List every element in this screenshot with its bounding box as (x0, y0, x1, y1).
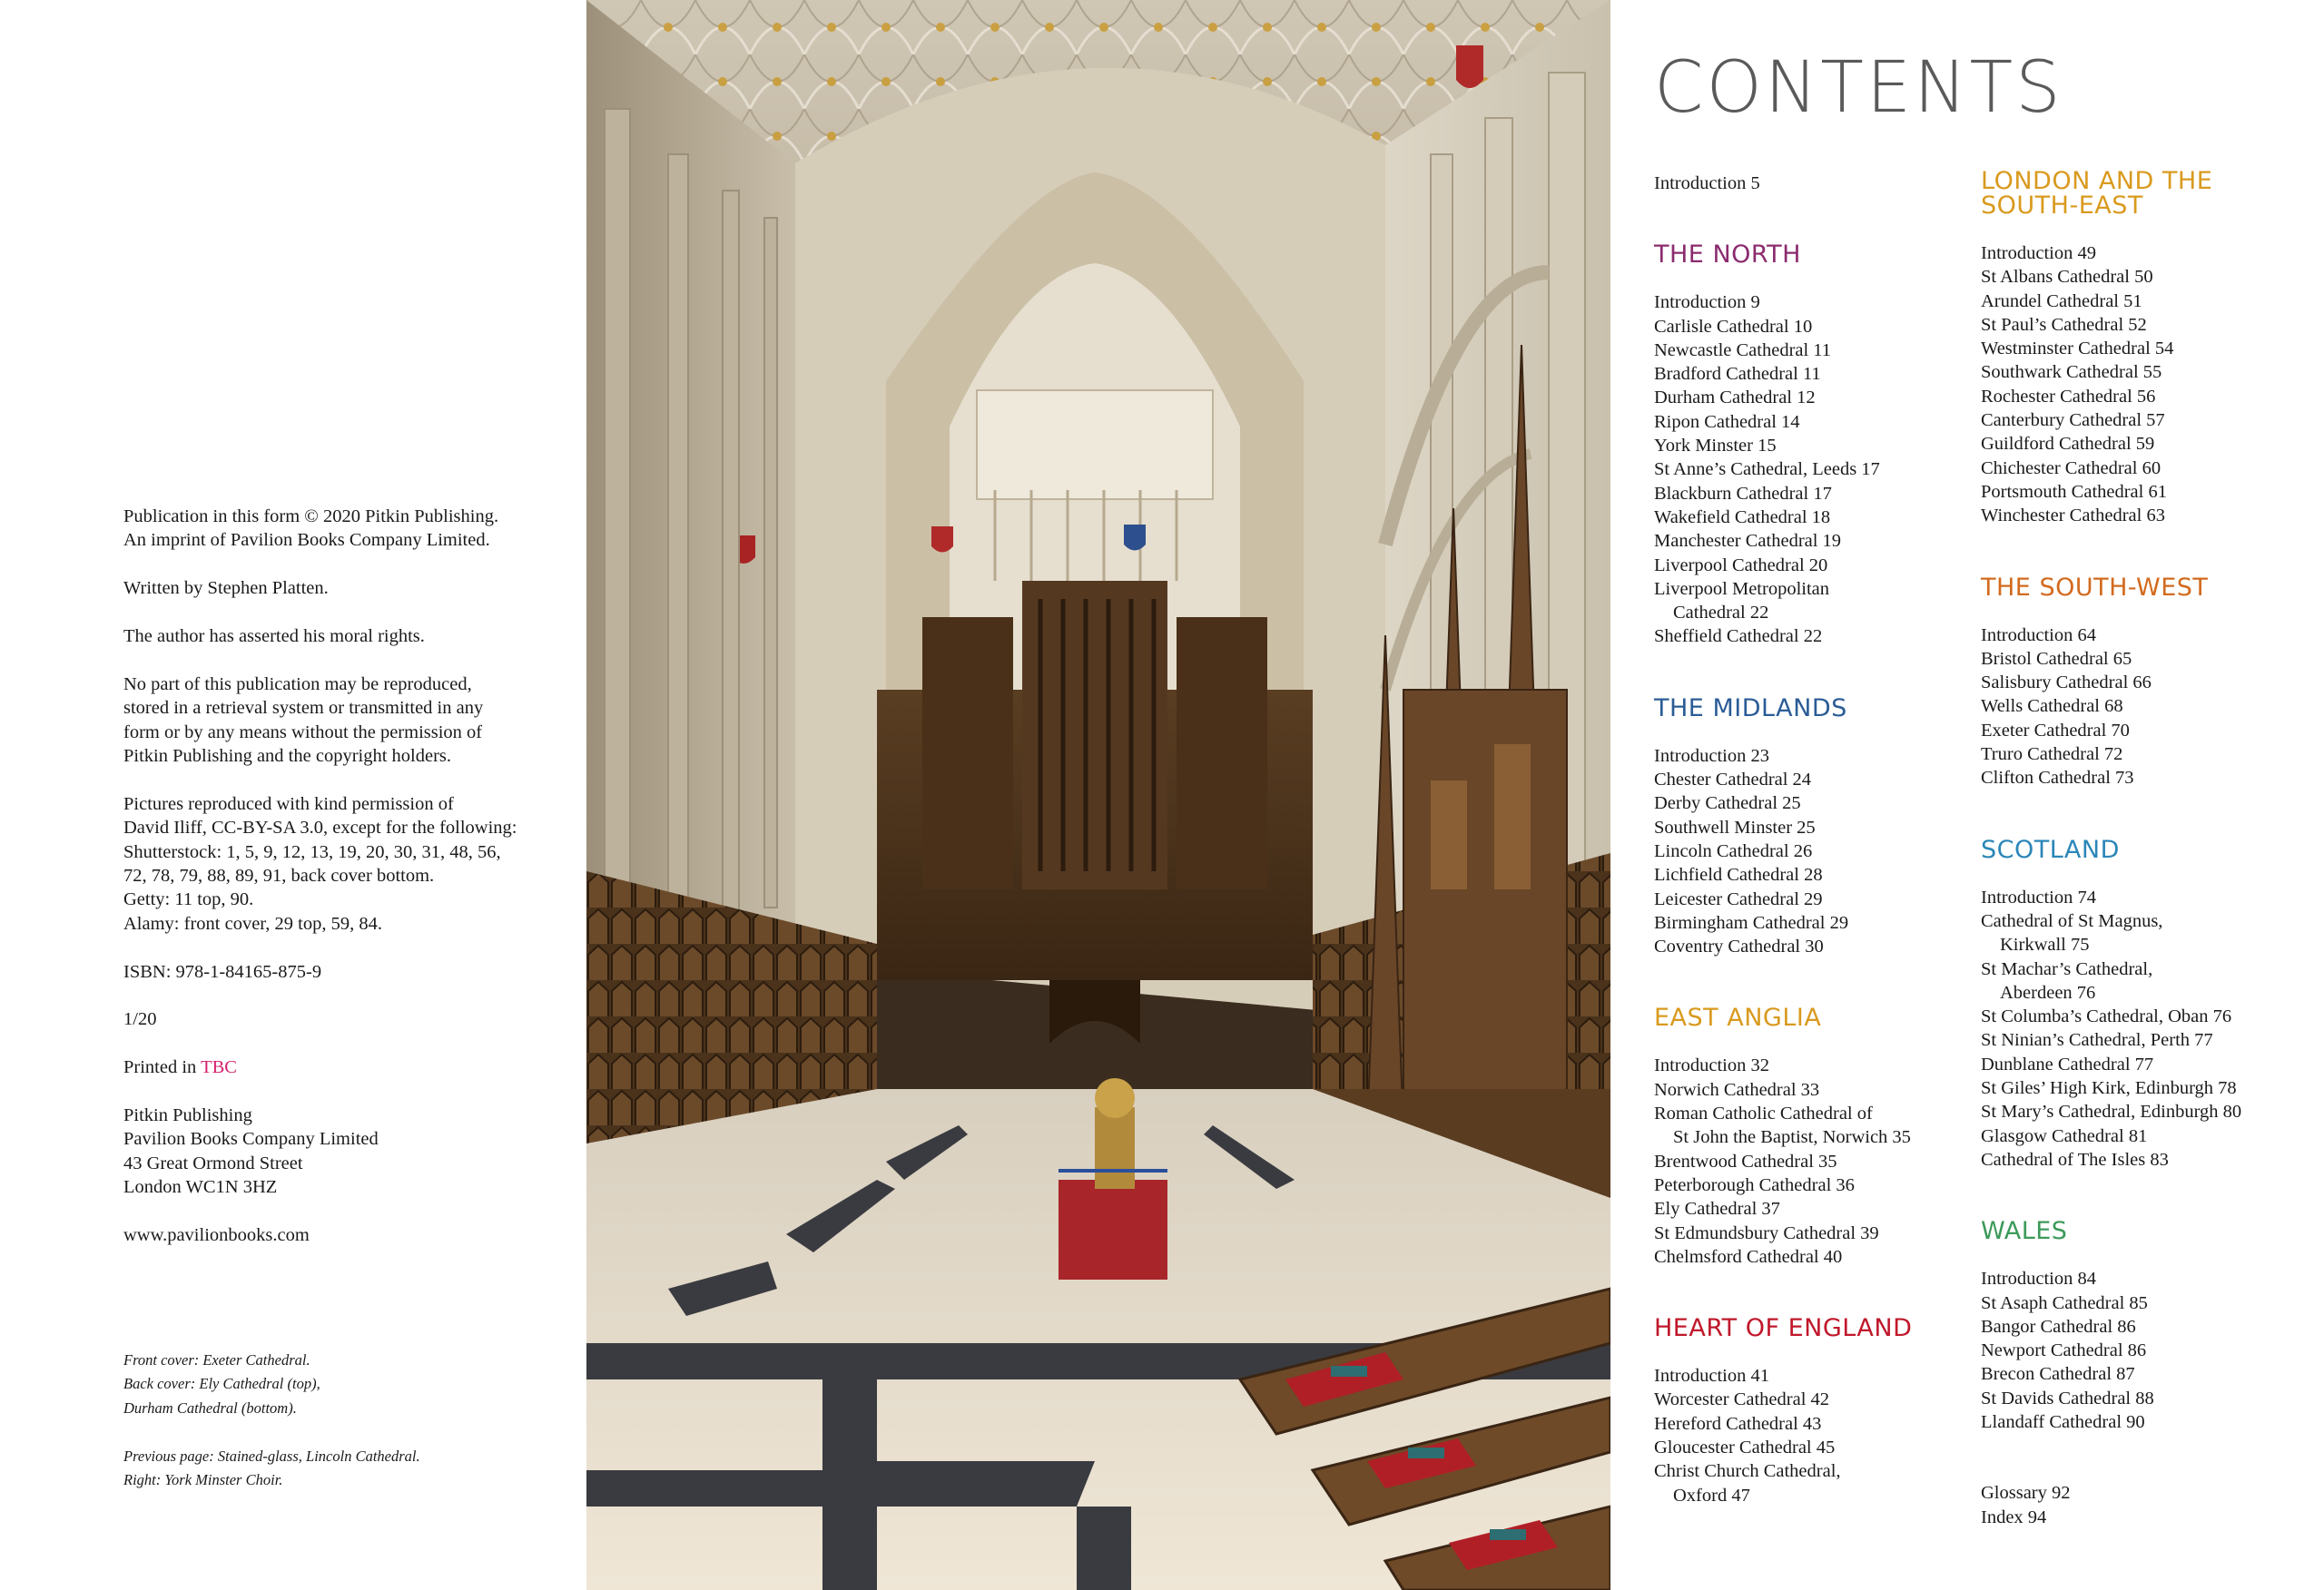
york-minster-choir-photo (586, 0, 1610, 1590)
imprint-line: ISBN: 978-1-84165-875-9 (123, 961, 322, 982)
imprint-line: 72, 78, 79, 88, 89, 91, back cover bottom. (123, 866, 435, 887)
toc-heading-line: THE SOUTH-WEST (1981, 573, 2209, 602)
toc-entry: Chester Cathedral 24 (1654, 770, 1812, 790)
toc-entry: Liverpool Metropolitan (1654, 578, 1829, 599)
toc-entry: St Paul’s Cathedral 52 (1981, 314, 2147, 335)
toc-section (1981, 169, 2317, 528)
imprint-line: Written by Stephen Platten. (123, 578, 329, 599)
toc-section-heading (1654, 240, 1954, 270)
printed-in-label: Printed in (123, 1057, 197, 1078)
caption-line: Front cover: Exeter Cathedral. (123, 1351, 310, 1369)
toc-entry: York Minster 15 (1654, 436, 1777, 456)
toc-entry: Bristol Cathedral 65 (1981, 648, 2132, 669)
toc-entry: Newport Cathedral 86 (1981, 1340, 2147, 1361)
toc-entry: St Columba’s Cathedral, Oban 76 (1981, 1006, 2232, 1027)
toc-section (1654, 1006, 1954, 1269)
toc-entry: Introduction 49 (1981, 243, 2096, 263)
toc-entry: Brecon Cathedral 87 (1981, 1364, 2135, 1385)
toc-entry: Peterborough Cathedral 36 (1654, 1174, 1855, 1195)
toc-entry: Birmingham Cathedral 29 (1654, 912, 1849, 933)
toc-section (1981, 835, 2317, 1173)
publisher-address (123, 1104, 577, 1200)
toc-entry: Aberdeen 76 (2000, 982, 2096, 1003)
toc-entry: Sheffield Cathedral 22 (1654, 626, 1823, 647)
toc-entry: Introduction 74 (1981, 887, 2096, 908)
imprint-line: David Iliff, CC-BY-SA 3.0, except for the following: (123, 818, 517, 839)
imprint-paragraph (123, 624, 577, 648)
toc-entry: Oxford 47 (1673, 1485, 1750, 1506)
imprint-line: stored in a retrieval system or transmitted in any (123, 698, 484, 719)
imprint-line: Publication in this form © 2020 Pitkin Publishing. (123, 506, 499, 526)
toc-entry: Bradford Cathedral 11 (1654, 364, 1821, 385)
photo-captions (123, 1349, 577, 1516)
imprint-line: 1/20 (123, 1009, 157, 1030)
toc-entry: Introduction 84 (1981, 1269, 2096, 1290)
imprint-line: Shutterstock: 1, 5, 9, 12, 13, 19, 20, 30, 31, 48, 56, (123, 841, 501, 862)
toc-entry: Introduction 64 (1981, 624, 2096, 645)
toc-entry: Westminster Cathedral 54 (1981, 339, 2174, 359)
toc-entry: Carlisle Cathedral 10 (1654, 316, 1813, 337)
toc-heading-line: HEART OF ENGLAND (1654, 1314, 1913, 1343)
toc-section (1654, 172, 1954, 195)
caption-line: Durham Cathedral (bottom). (123, 1399, 297, 1417)
toc-entry: Introduction 9 (1654, 292, 1760, 313)
toc-section-heading (1654, 693, 1954, 722)
toc-entry: Brentwood Cathedral 35 (1654, 1151, 1837, 1172)
address-line: Pitkin Publishing (123, 1105, 252, 1126)
imprint-paragraph (123, 672, 577, 769)
toc-heading-line: WALES (1981, 1217, 2068, 1246)
imprint-line: Pictures reproduced with kind permission of (123, 793, 454, 814)
toc-entry: Liverpool Cathedral 20 (1654, 555, 1828, 575)
toc-entry: Ripon Cathedral 14 (1654, 411, 1800, 432)
toc-entry: St John the Baptist, Norwich 35 (1673, 1127, 1911, 1148)
imprint-paragraph (123, 576, 577, 600)
printed-in-value: TBC (201, 1057, 237, 1078)
toc-entry: Portsmouth Cathedral 61 (1981, 481, 2167, 502)
toc-entry: Newcastle Cathedral 11 (1654, 339, 1832, 360)
toc-entry: St Ninian’s Cathedral, Perth 77 (1981, 1030, 2213, 1051)
publisher-website (123, 1223, 577, 1247)
toc-entry: Dunblane Cathedral 77 (1981, 1054, 2154, 1075)
imprint-line: An imprint of Pavilion Books Company Limited. (123, 530, 490, 551)
toc-entry: Index 94 (1981, 1507, 2047, 1527)
toc-entry: Truro Cathedral 72 (1981, 744, 2123, 765)
toc-entry: Hereford Cathedral 43 (1654, 1413, 1822, 1434)
toc-entry: Leicester Cathedral 29 (1654, 888, 1823, 909)
toc-entry: St Albans Cathedral 50 (1981, 267, 2153, 288)
toc-heading-line: THE NORTH (1654, 240, 1801, 270)
toc-section-heading (1654, 1004, 1954, 1033)
caption-line: Previous page: Stained-glass, Lincoln Cathedral. (123, 1447, 420, 1465)
toc-entry: Coventry Cathedral 30 (1654, 937, 1824, 957)
imprint-line: form or by any means without the permission of (123, 721, 483, 742)
toc-entry: Exeter Cathedral 70 (1981, 720, 2130, 741)
toc-entry: Wakefield Cathedral 18 (1654, 506, 1831, 527)
toc-section (1981, 575, 2317, 790)
toc-entry: Derby Cathedral 25 (1654, 793, 1801, 814)
toc-entry: St Asaph Cathedral 85 (1981, 1292, 2148, 1313)
toc-entry: Chichester Cathedral 60 (1981, 457, 2162, 478)
toc-entry: Ely Cathedral 37 (1654, 1199, 1780, 1220)
toc-entry: St Edmundsbury Cathedral 39 (1654, 1222, 1879, 1243)
toc-entry: Llandaff Cathedral 90 (1981, 1411, 2145, 1432)
toc-section-heading (1654, 1314, 1954, 1343)
caption-line: Right: York Minster Choir. (123, 1471, 283, 1489)
toc-section-heading (1981, 169, 2317, 218)
toc-entry: Introduction 23 (1654, 745, 1769, 766)
toc-section (1654, 242, 1954, 648)
toc-entry: Bangor Cathedral 86 (1981, 1316, 2136, 1337)
toc-entry: Kirkwall 75 (2000, 935, 2090, 956)
toc-entry: Introduction 5 (1654, 173, 1760, 193)
printed-in-line (123, 1055, 577, 1079)
toc-section-heading (1981, 1217, 2317, 1246)
toc-entry: Cathedral of The Isles 83 (1981, 1149, 2169, 1170)
toc-entry: Canterbury Cathedral 57 (1981, 410, 2165, 431)
toc-entry: Norwich Cathedral 33 (1654, 1079, 1820, 1100)
toc-entry: Cathedral of St Magnus, (1981, 910, 2163, 931)
imprint-paragraph (123, 505, 577, 553)
toc-section-heading (1981, 835, 2317, 864)
imprint-line: The author has asserted his moral rights. (123, 626, 425, 646)
imprint-line: No part of this publication may be reproduced, (123, 673, 472, 694)
toc-entry: Rochester Cathedral 56 (1981, 386, 2156, 407)
toc-entry: Worcester Cathedral 42 (1654, 1389, 1830, 1410)
toc-entry: Manchester Cathedral 19 (1654, 531, 1842, 552)
toc-column-right (1981, 169, 2317, 1576)
toc-entry: Christ Church Cathedral, (1654, 1461, 1841, 1482)
toc-section (1654, 1316, 1954, 1507)
imprint-line: Getty: 11 top, 90. (123, 889, 254, 910)
caption-paragraph (123, 1349, 577, 1420)
toc-column-left (1654, 172, 1954, 1555)
toc-section (1981, 1481, 2317, 1529)
toc-entry: Guildford Cathedral 59 (1981, 434, 2155, 455)
imprint-paragraph (123, 1007, 577, 1031)
toc-entry: Arundel Cathedral 51 (1981, 290, 2142, 311)
toc-entry: Introduction 32 (1654, 1055, 1769, 1076)
toc-section (1981, 1219, 2317, 1434)
toc-entry: Glasgow Cathedral 81 (1981, 1125, 2148, 1146)
imprint-block (123, 505, 577, 1271)
imprint-line: Alamy: front cover, 29 top, 59, 84. (123, 913, 382, 934)
imprint-line: Pitkin Publishing and the copyright holders. (123, 746, 452, 767)
toc-entry: Durham Cathedral 12 (1654, 388, 1816, 408)
address-line: 43 Great Ormond Street (123, 1153, 303, 1173)
toc-entry: Lincoln Cathedral 26 (1654, 840, 1813, 861)
address-line: Pavilion Books Company Limited (123, 1129, 379, 1150)
imprint-paragraph (123, 792, 577, 936)
choir-illustration (586, 0, 1610, 1590)
toc-entry: St Anne’s Cathedral, Leeds 17 (1654, 459, 1880, 480)
toc-entry: Southwell Minster 25 (1654, 817, 1816, 838)
imprint-paragraph (123, 960, 577, 984)
toc-entry: Salisbury Cathedral 66 (1981, 672, 2152, 693)
toc-section-heading (1981, 575, 2317, 600)
contents-title: CONTENTS (1654, 47, 2063, 129)
toc-heading-line: LONDON AND THE (1981, 167, 2213, 195)
toc-entry: Wells Cathedral 68 (1981, 696, 2123, 717)
toc-heading-line: SOUTH-EAST (1981, 191, 2143, 220)
toc-entry: Clifton Cathedral 73 (1981, 768, 2134, 789)
toc-entry: St Mary’s Cathedral, Edinburgh 80 (1981, 1102, 2242, 1123)
toc-heading-line: THE MIDLANDS (1654, 693, 1847, 722)
toc-entry: Lichfield Cathedral 28 (1654, 865, 1823, 886)
toc-entry: Blackburn Cathedral 17 (1654, 483, 1832, 504)
toc-section (1654, 693, 1954, 959)
toc-entry: Southwark Cathedral 55 (1981, 362, 2162, 383)
toc-entry: St Davids Cathedral 88 (1981, 1388, 2154, 1408)
toc-entry: Chelmsford Cathedral 40 (1654, 1246, 1843, 1267)
address-line: London WC1N 3HZ (123, 1177, 278, 1198)
toc-entry: Roman Catholic Cathedral of (1654, 1104, 1873, 1124)
toc-entry: St Machar’s Cathedral, (1981, 958, 2153, 979)
toc-heading-line: SCOTLAND (1981, 835, 2120, 864)
toc-heading-line: EAST ANGLIA (1654, 1004, 1822, 1033)
caption-paragraph (123, 1445, 577, 1493)
toc-entry: Glossary 92 (1981, 1483, 2071, 1504)
caption-line: Back cover: Ely Cathedral (top), (123, 1375, 320, 1393)
toc-entry: Gloucester Cathedral 45 (1654, 1437, 1836, 1458)
toc-entry: St Giles’ High Kirk, Edinburgh 78 (1981, 1078, 2237, 1099)
toc-entry: Introduction 41 (1654, 1366, 1769, 1387)
website-text: www.pavilionbooks.com (123, 1225, 310, 1246)
toc-entry: Winchester Cathedral 63 (1981, 505, 2165, 526)
toc-entry: Cathedral 22 (1673, 603, 1769, 623)
